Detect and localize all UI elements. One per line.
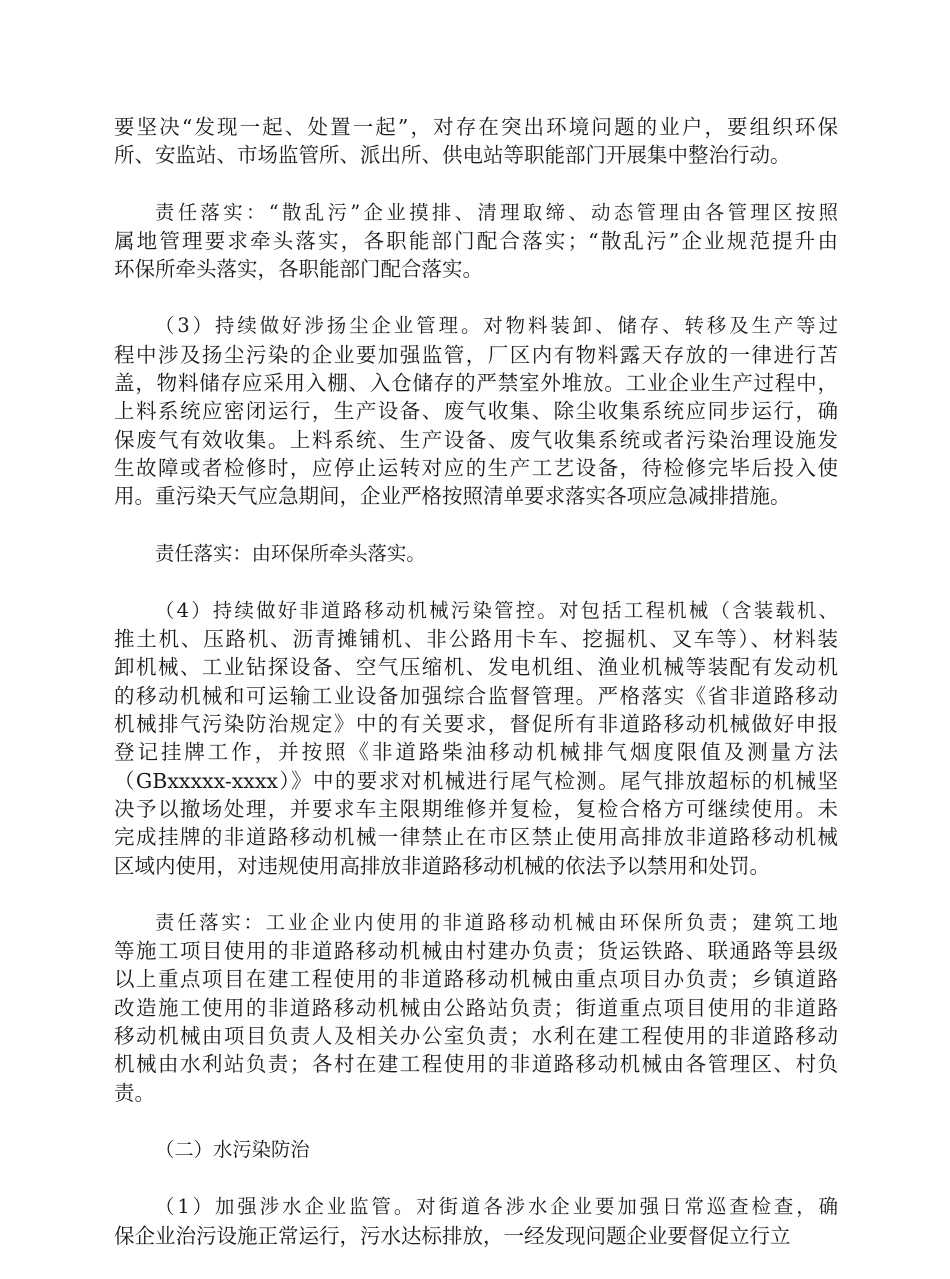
text-line: （二）水污染防治 (155, 1137, 310, 1161)
text-line: 盖，物料储存应采用入棚、入仓储存的严禁室外堆放。工业企业生产过程中， (114, 371, 838, 396)
text-line: 等施工项目使用的非道路移动机械由村建办负责；货运铁路、联通路等县级 (114, 939, 838, 964)
text-line: 登记挂牌工作，并按照《非道路柴油移动机械排气烟度限值及测量方法 (114, 740, 838, 765)
text-line: 的移动机械和可运输工业设备加强综合监督管理。严格落实《省非道路移动 (114, 683, 838, 708)
paragraph (114, 113, 838, 170)
paragraph (114, 1193, 838, 1250)
paragraph (114, 312, 838, 510)
paragraph (114, 540, 838, 568)
paragraph (114, 597, 838, 880)
paragraph (114, 1136, 838, 1164)
text-line: （3）持续做好涉扬尘企业管理。对物料装卸、储存、转移及生产等过 (155, 314, 838, 338)
paragraph (114, 909, 838, 1107)
text-line: 推土机、压路机、沥青摊铺机、非公路用卡车、挖掘机、叉车等）、材料装 (114, 627, 838, 652)
text-line: 机械排气污染防治规定》中的有关要求，督促所有非道路移动机械做好申报 (114, 712, 838, 737)
text-line: 移动机械由项目负责人及相关办公室负责；水利在建工程使用的非道路移动 (114, 1024, 838, 1049)
text-line: 机械由水利站负责；各村在建工程使用的非道路移动机械由各管理区、村负 (114, 1052, 838, 1077)
text-line: 上料系统应密闭运行，生产设备、废气收集、除尘收集系统应同步运行，确 (114, 399, 838, 424)
paragraph (114, 199, 838, 284)
text-line: 所、安监站、市场监管所、派出所、供电站等职能部门开展集中整治行动。 (114, 143, 791, 168)
text-line: 责任落实：由环保所牵头落实。 (155, 541, 426, 565)
text-line: 区域内使用，对违规使用高排放非道路移动机械的依法予以禁用和处罚。 (114, 853, 770, 878)
text-line: 要坚决“发现一起、处置一起”，对存在突出环境问题的业户，要组织环保 (114, 115, 838, 139)
text-line: 保废气有效收集。上料系统、生产设备、废气收集系统或者污染治理设施发 (114, 427, 838, 452)
text-line: 环保所牵头落实，各职能部门配合落实。 (114, 257, 483, 282)
text-line: （GBxxxxx-xxxx）》中的要求对机械进行尾气检测。尾气排放超标的机械坚 (114, 768, 838, 793)
text-line: （4）持续做好非道路移动机械污染管控。对包括工程机械（含装载机、 (155, 598, 838, 622)
text-line: 生故障或者检修时，应停止运转对应的生产工艺设备，待检修完毕后投入使 (114, 455, 838, 480)
text-line: 责。 (114, 1080, 155, 1105)
text-line: 决予以撤场处理，并要求车主限期维修并复检，复检合格方可继续使用。未 (114, 796, 838, 821)
text-line: 以上重点项目在建工程使用的非道路移动机械由重点项目办负责；乡镇道路 (114, 967, 838, 992)
text-line: （1）加强涉水企业监管。对街道各涉水企业要加强日常巡查检查，确 (155, 1195, 838, 1219)
text-line: 保企业治污设施正常运行，污水达标排放，一经发现问题企业要督促立行立 (114, 1223, 791, 1248)
text-line: 完成挂牌的非道路移动机械一律禁止在市区禁止使用高排放非道路移动机械 (114, 825, 838, 850)
document-body (114, 113, 838, 1279)
text-line: 责任落实：“散乱污”企业摸排、清理取缔、动态管理由各管理区按照 (155, 200, 838, 224)
text-line: 属地管理要求牵头落实，各职能部门配合落实；“散乱污”企业规范提升由 (114, 228, 838, 253)
text-line: 责任落实：工业企业内使用的非道路移动机械由环保所负责；建筑工地 (155, 910, 838, 934)
text-line: 卸机械、工业钻探设备、空气压缩机、发电机组、渔业机械等装配有发动机 (114, 655, 838, 680)
text-line: 改造施工使用的非道路移动机械由公路站负责；街道重点项目使用的非道路 (114, 995, 838, 1020)
text-line: 程中涉及扬尘污染的企业要加强监管，厂区内有物料露天存放的一律进行苫 (114, 342, 838, 367)
text-line: 用。重污染天气应急期间，企业严格按照清单要求落实各项应急减排措施。 (114, 484, 791, 509)
